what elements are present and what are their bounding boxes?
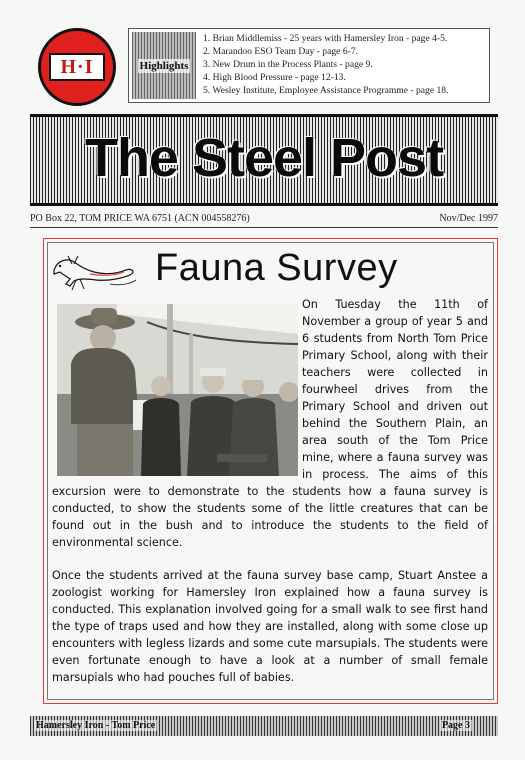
footer-publisher: Hamersley Iron - Tom Price [36, 720, 156, 731]
address-text: PO Box 22, TOM PRICE WA 6751 (ACN 004558276) [30, 213, 250, 224]
highlight-item: 2. Marandoo ESO Team Day - page 6-7. [203, 46, 359, 57]
highlights-tab [132, 32, 196, 99]
highlights-label: Highlights [139, 59, 189, 72]
highlights-list [203, 32, 485, 97]
highlight-item: 3. New Drum in the Process Plants - page 9. [203, 59, 373, 70]
newsletter-title: The Steel Post [84, 128, 444, 188]
article-title: Fauna Survey [155, 247, 398, 289]
lizard-icon [50, 248, 140, 298]
photo-spacer [52, 296, 302, 478]
article-paragraph: Once the students arrived at the fauna survey base camp, Stuart Anstee a zoologist working for Hamersley Iron explained how a fauna survey is conducted. This explanation involved going for a small walk to see first hand the type of traps used and how they are installed, along with some close up encounters with legless lizards and some cute marsupials. The students were even fortunate enough to have a look at a number of small female marsupials who had pouches full of babies. [52, 569, 488, 684]
highlights-box [128, 28, 490, 103]
highlight-item: 5. Wesley Institute, Employee Assistance Programme - page 18. [203, 85, 449, 96]
hi-logo [38, 28, 116, 106]
highlight-item: 1. Brian Middlemiss - 25 years with Hamersley Iron - page 4-5. [203, 33, 448, 44]
article-paragraph: On Tuesday the 11th of November a group of year 5 and 6 students from North Tom Price Primary School, along with their teachers were collected in fourwheel drives from the Primary School and driven out behind the Southern Plain, an area south of the Tom Price mine, where a fauna survey was in process. The aims of this excursion were to demonstrate to the students how a fauna survey is conducted, to show the students some of the little creatures that can be found out in the bush and to introduce the students to the field of environmental science. [52, 298, 488, 549]
issue-date: Nov/Dec 1997 [439, 213, 498, 224]
logo-text: H·I [49, 53, 105, 81]
masthead [30, 114, 498, 206]
page-number: Page 3 [441, 720, 470, 731]
article-body [52, 296, 488, 702]
info-line [30, 212, 498, 228]
highlight-item: 4. High Blood Pressure - page 12-13. [203, 72, 346, 83]
page-footer [30, 716, 498, 736]
